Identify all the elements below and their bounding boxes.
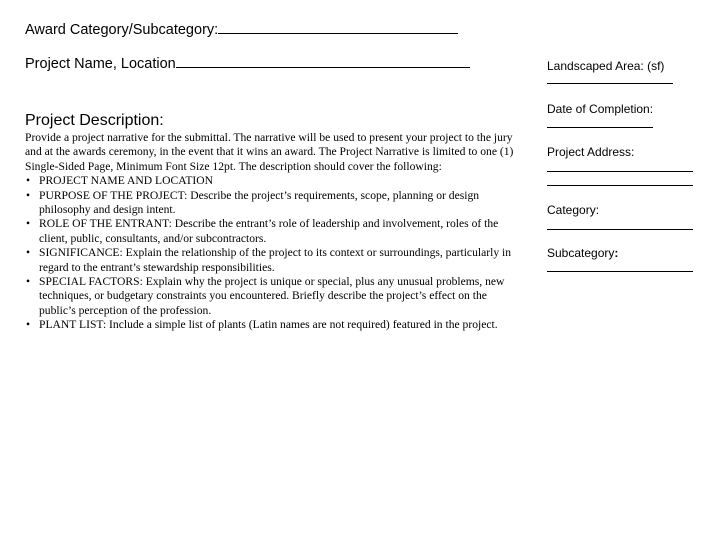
category-label: Category: xyxy=(547,203,600,217)
category-blank[interactable] xyxy=(547,229,693,230)
project-name-blank[interactable] xyxy=(176,66,470,68)
subcategory-label: Subcategory xyxy=(547,246,615,260)
project-description-title: Project Description: xyxy=(25,112,164,129)
subcategory-colon: : xyxy=(614,246,619,260)
bullet-significance: • SIGNIFICANCE: Explain the relationship of the project to its context or surroundings, particularly in regard to the entrant’s stewardship responsibilities. xyxy=(25,246,525,275)
award-category-blank[interactable] xyxy=(218,32,458,34)
date-of-completion-label: Date of Completion: xyxy=(547,102,654,116)
project-name-field[interactable] xyxy=(25,56,470,72)
project-address-blank-2[interactable] xyxy=(547,185,693,186)
landscaped-area-label: Landscaped Area: (sf) xyxy=(547,59,665,73)
date-of-completion-blank[interactable] xyxy=(547,127,653,128)
landscaped-area-blank[interactable] xyxy=(547,83,673,84)
subcategory-field xyxy=(547,246,618,260)
bullet-role: • ROLE OF THE ENTRANT: Describe the entrant’s role of leadership and involvement, roles of the client, public, consultants, and/or subcontractors. xyxy=(25,217,525,246)
project-narrative xyxy=(25,131,525,333)
award-category-field[interactable] xyxy=(25,22,458,38)
subcategory-blank[interactable] xyxy=(547,271,693,272)
bullet-purpose: • PURPOSE OF THE PROJECT: Describe the project’s requirements, scope, planning or design philosophy and design intent. xyxy=(25,189,525,218)
narrative-bullet-list xyxy=(25,174,525,332)
narrative-intro: Provide a project narrative for the submittal. The narrative will be used to present your project to the jury and at the awards ceremony, in the event that it wins an award. The Project Narrative is limited to one (1) Single-Sided Page, Minimum Font Size 12pt. The description should cover the following: xyxy=(25,131,514,173)
award-category-label: Award Category/Subcategory: xyxy=(25,22,219,38)
bullet-special-factors: • SPECIAL FACTORS: Explain why the project is unique or special, plus any unusual problems, new techniques, or budgetary constraints you encountered. Briefly describe the project’s effect on the public’s perception of the profession. xyxy=(25,275,525,318)
bullet-project-name: • PROJECT NAME AND LOCATION xyxy=(25,174,525,188)
project-name-label: Project Name, Location xyxy=(25,56,176,72)
project-address-blank-1[interactable] xyxy=(547,171,693,172)
project-address-label: Project Address: xyxy=(547,145,635,159)
bullet-plant-list: • PLANT LIST: Include a simple list of plants (Latin names are not required) featured in the project. xyxy=(25,318,525,332)
